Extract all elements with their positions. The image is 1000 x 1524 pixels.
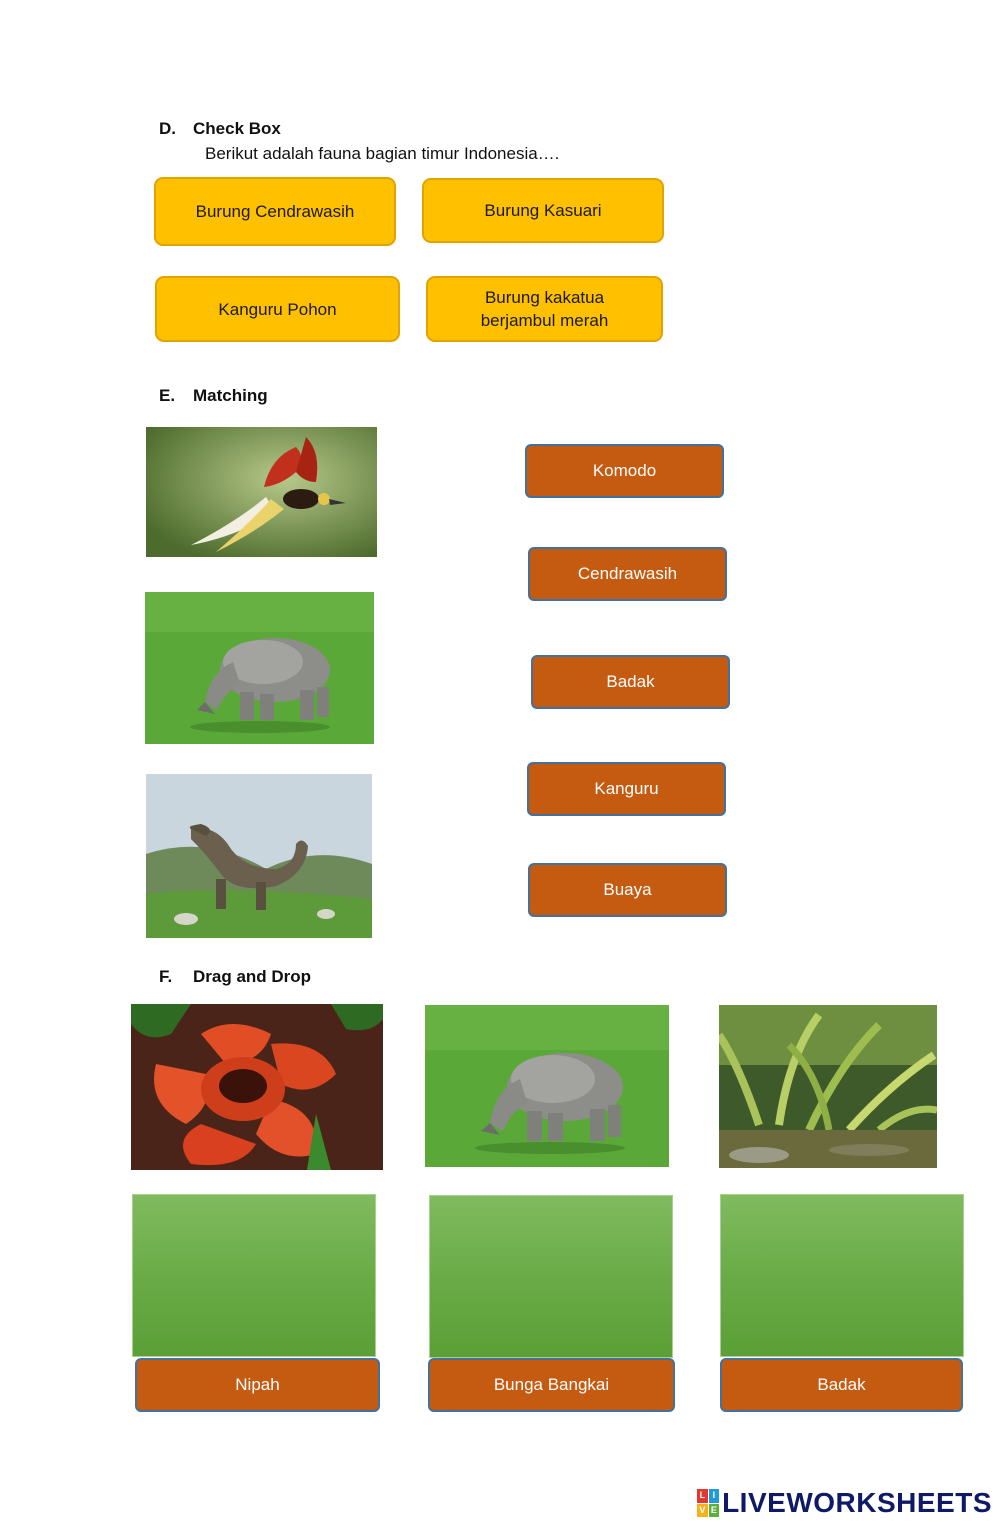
checkbox-option-kasuari[interactable]: Burung Kasuari: [422, 178, 664, 243]
section-e-letter: E.: [159, 386, 176, 405]
logo-mark-e: E: [709, 1504, 720, 1518]
match-answer-buaya[interactable]: Buaya: [528, 863, 727, 917]
liveworksheets-wordmark: LIVEWORKSHEETS: [722, 1487, 992, 1518]
section-d-question: Berikut adalah fauna bagian timur Indonesia….: [205, 144, 560, 163]
checkbox-option-kakatua[interactable]: Burung kakatua berjambul merah: [426, 276, 663, 342]
section-d-title: Check Box: [193, 119, 281, 138]
section-f-heading: [159, 967, 311, 987]
rhinoceros-photo: [145, 592, 374, 744]
section-d-heading: [159, 119, 281, 139]
section-d-letter: D.: [159, 119, 176, 138]
section-e-title: Matching: [193, 386, 268, 405]
rafflesia-flower-photo: [131, 1004, 383, 1170]
nipa-palm-photo: [719, 1005, 937, 1168]
match-answer-badak[interactable]: Badak: [531, 655, 730, 709]
logo-mark-i: I: [709, 1489, 720, 1503]
liveworksheets-logo: [697, 1487, 992, 1519]
section-e-heading: [159, 386, 268, 406]
drag-label-nipah[interactable]: Nipah: [135, 1358, 380, 1412]
logo-mark-l: L: [697, 1489, 708, 1503]
drag-label-bunga-bangkai[interactable]: Bunga Bangkai: [428, 1358, 675, 1412]
checkbox-option-kanguru-pohon[interactable]: Kanguru Pohon: [155, 276, 400, 342]
liveworksheets-mark-icon: [697, 1489, 719, 1517]
komodo-dragon-photo: [146, 774, 372, 938]
checkbox-option-cendrawasih[interactable]: Burung Cendrawasih: [154, 177, 396, 246]
section-f-letter: F.: [159, 967, 173, 986]
drop-zone-3[interactable]: [720, 1194, 964, 1357]
drop-zone-1[interactable]: [132, 1194, 376, 1357]
drop-zone-2[interactable]: [429, 1195, 673, 1358]
bird-of-paradise-photo: [146, 427, 377, 557]
match-answer-kanguru[interactable]: Kanguru: [527, 762, 726, 816]
drag-label-badak[interactable]: Badak: [720, 1358, 963, 1412]
match-answer-komodo[interactable]: Komodo: [525, 444, 724, 498]
rhinoceros-photo-2: [425, 1005, 669, 1167]
logo-mark-v: V: [697, 1504, 708, 1518]
section-f-title: Drag and Drop: [193, 967, 312, 986]
match-answer-cendrawasih[interactable]: Cendrawasih: [528, 547, 727, 601]
